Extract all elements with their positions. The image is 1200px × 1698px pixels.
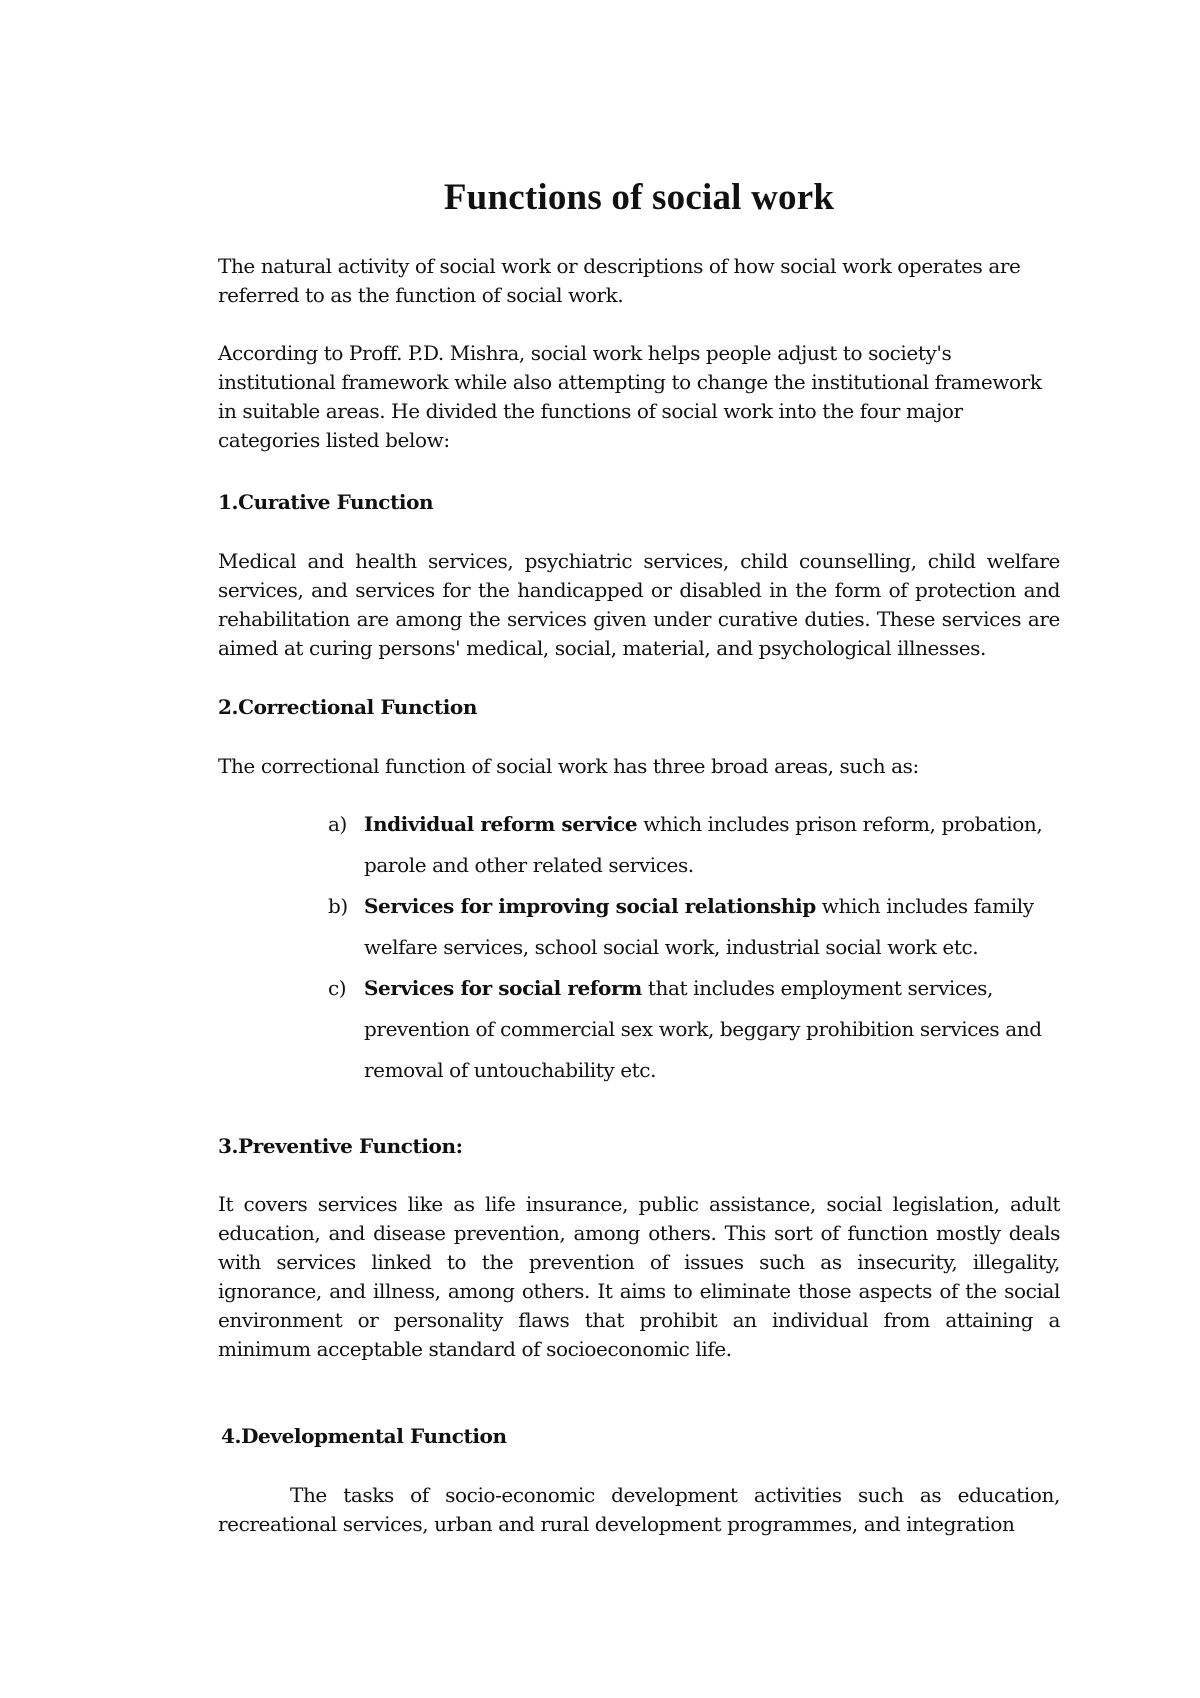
- list-marker: a): [328, 812, 347, 836]
- list-item-text: that includes employment services, prevention of commercial sex work, beggary prohibition services and removal of untouchability etc.: [364, 976, 1042, 1082]
- list-item-text: which includes prison reform, probation, parole and other related services.: [364, 812, 1043, 877]
- intro-paragraph: The natural activity of social work or descriptions of how social work operates are referred to as the function of social work.: [218, 254, 1021, 307]
- list-item-bold: Individual reform service: [364, 812, 638, 836]
- mishra-paragraph: According to Proff. P.D. Mishra, social work helps people adjust to society's institutional framework while also attempting to change the institutional framework in suitable areas. He divided the functions of social work into the four major categories listed below:: [218, 341, 1042, 452]
- developmental-heading: 4.Developmental Function: [221, 1424, 507, 1448]
- curative-body: Medical and health services, psychiatric services, child counselling, child welfare services, and services for the handicapped or disabled in the form of protection and rehabilitation are among the services given under curative duties. These services are aimed at curing persons' medical, social, material, and psychological illnesses.: [218, 549, 1060, 660]
- list-item-bold: Services for improving social relationship: [364, 894, 816, 918]
- preventive-heading: 3.Preventive Function:: [218, 1134, 463, 1158]
- page-title: Functions of social work: [443, 177, 835, 218]
- preventive-body: It covers services like as life insurance, public assistance, social legislation, adult education, and disease prevention, among others. This sort of function mostly deals with services linked to the prevention of issues such as insecurity, illegality, ignorance, and illness, among others. It aims to eliminate those aspects of the social environment or personality flaws that prohibit an individual from attaining a minimum acceptable standard of socioeconomic life.: [218, 1192, 1060, 1361]
- correctional-areas-list: [328, 804, 1048, 1091]
- curative-heading: 1.Curative Function: [218, 490, 434, 514]
- list-item: [328, 804, 1048, 886]
- list-item-bold: Services for social reform: [364, 976, 642, 1000]
- correctional-heading: 2.Correctional Function: [218, 695, 477, 719]
- correctional-body: The correctional function of social work has three broad areas, such as:: [218, 754, 919, 778]
- list-item: [328, 886, 1048, 968]
- list-marker: b): [328, 894, 348, 918]
- list-marker: c): [328, 976, 347, 1000]
- list-item-text: which includes family welfare services, school social work, industrial social work etc.: [364, 894, 1034, 959]
- list-item: [328, 968, 1048, 1091]
- developmental-body: The tasks of socio-economic development activities such as education, recreational services, urban and rural development programmes, and integration: [218, 1483, 1060, 1536]
